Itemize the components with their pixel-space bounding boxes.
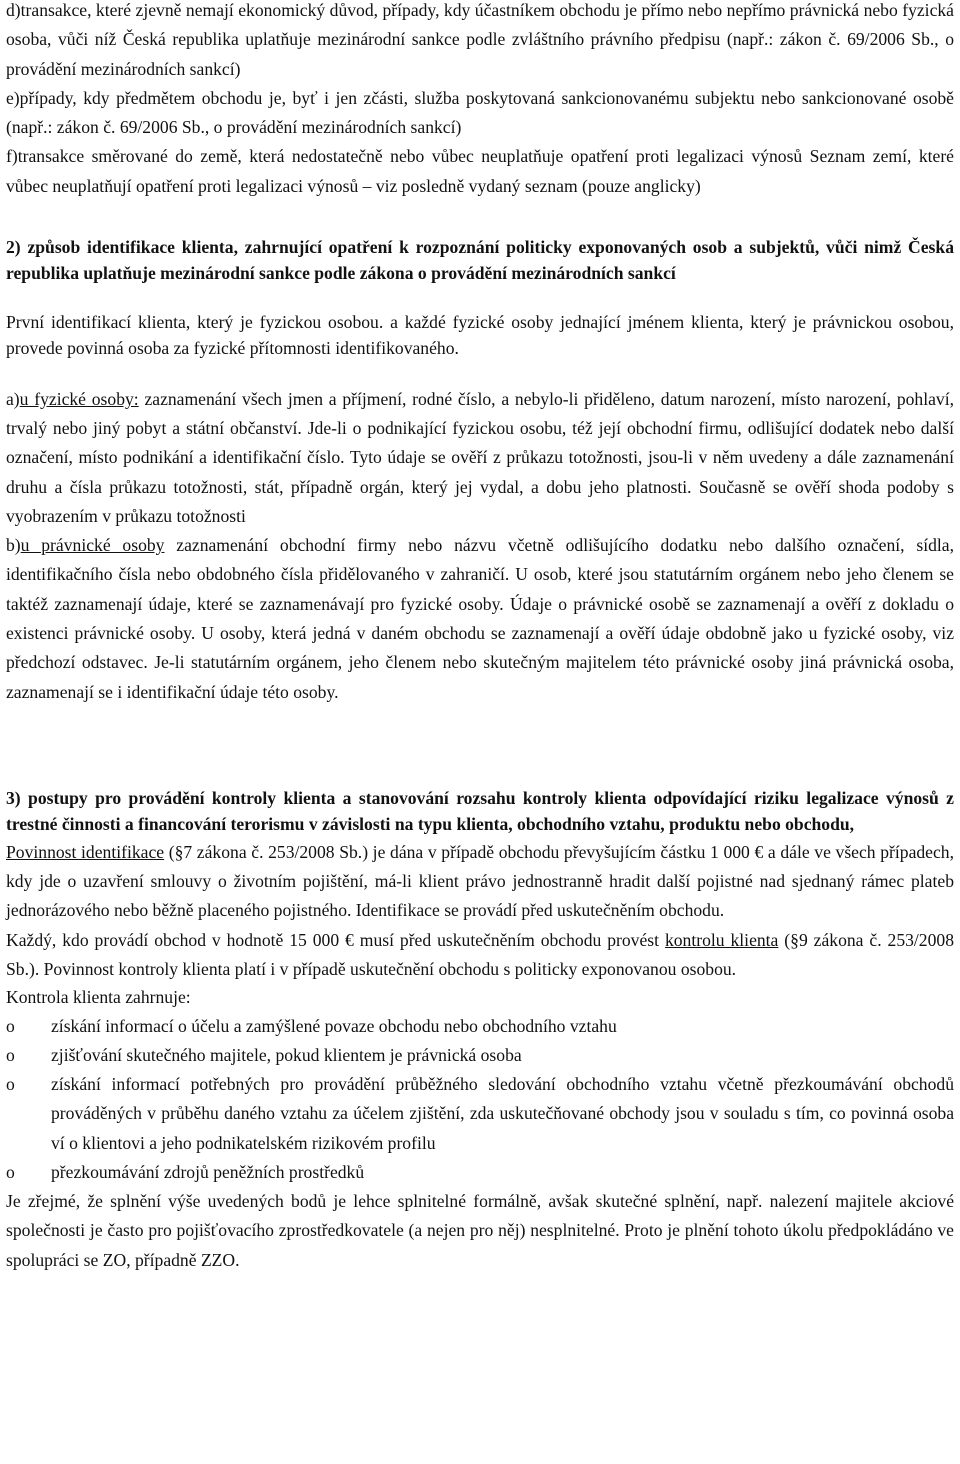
- closing-paragraph: Je zřejmé, že splnění výše uvedených bodů je lehce splnitelné formálně, avšak skutečné splnění, např. nalezení majitele akciové společnosti je často pro pojišťovacího zprostředkovatele (a nejen pro něj) nesplnitelné. Proto je plnění tohoto úkolu předpokládáno ve spolupráci se ZO, případně ZZO.: [6, 1190, 954, 1270]
- client-check-link[interactable]: kontrolu klienta: [664, 929, 779, 950]
- item-d-paragraph: d)transakce, které zjevně nemají ekonomický důvod, případy, kdy účastníkem obchodu je přímo nebo nepřímo právnická nebo fyzická osoba, vůči níž Česká republika uplatňuje mezinárodní sankce podle zvláštního právního předpisu (např.: zákon č. 69/2006 Sb., o provádění mezinárodních sankcí): [6, 0, 954, 79]
- list-item: o zjišťování skutečného majitele, pokud klientem je právnická osoba: [6, 1041, 954, 1070]
- identification-duty-link[interactable]: Povinnost identifikace: [6, 841, 165, 862]
- list-item: o získání informací potřebných pro provádění průběžného sledování obchodního vztahu včetně přezkoumávání obchodů prováděných v průběhu daného vztahu za účelem zjištění, zda uskutečňované obchody jsou v souladu s tím, co povinná osoba ví o klientovi a jeho podnikatelském rizikovém profilu: [6, 1070, 954, 1158]
- section-2-intro: První identifikací klienta, který je fyzickou osobou. a každé fyzické osoby jednající jménem klienta, který je právnickou osobou, provede povinná osoba za fyzické přítomnosti identifikovaného.: [6, 311, 954, 359]
- list-item: o přezkoumávání zdrojů peněžních prostředků: [6, 1158, 954, 1187]
- identification-duty-paragraph: [6, 838, 954, 926]
- natural-person-text: zaznamenání všech jmen a příjmení, rodné číslo, a nebylo-li přiděleno, datum narození, místo narození, pohlaví, trvalý nebo jiný pobyt a státní občanství. Jde-li o podnikající fyzickou osobu, též její obchodní firmu, odlišující dodatek nebo další označení, místo podnikání a identifikační číslo. Tyto údaje se ověří z průkazu totožnosti, jsou-li v něm uvedeny a dále zaznamenání druhu a čísla průkazu totožnosti, stát, případně orgán, který jej vydal, a dobu jeho platnosti. Současně se ověří shoda podoby s vyobrazením v průkazu totožnosti: [6, 388, 954, 526]
- legal-person-term: u právnické osoby: [20, 535, 165, 556]
- section-3-heading: 3) postupy pro provádění kontroly klienta a stanovování rozsahu kontroly klienta odpovídající riziku legalizace výnosů z trestné činnosti a financování terorismu v závislosti na typu klienta, obchodního vztahu, produktu nebo obchodu,: [6, 787, 954, 835]
- natural-person-prefix: a): [6, 388, 20, 409]
- item-f-paragraph: f)transakce směrované do země, která nedostatečně nebo vůbec neuplatňuje opatření proti legalizaci výnosů Seznam zemí, které vůbec neuplatňují opatření proti legalizaci výnosů – viz posledně vydaný seznam (pouze anglicky): [6, 146, 954, 196]
- checklist-intro: Kontrola klienta zahrnuje:: [6, 987, 191, 1008]
- section-2-heading: 2) způsob identifikace klienta, zahrnující opatření k rozpoznání politicky exponovaných osob a subjektů, vůči nimž Česká republika uplatňuje mezinárodní sankce podle zákona o provádění mezinárodních sankcí: [6, 237, 954, 284]
- natural-person-paragraph: [6, 385, 954, 531]
- item-e-paragraph: e)případy, kdy předmětem obchodu je, byť i jen zčásti, služba poskytovaná sankcionovanému subjektu nebo sankcionované osobě (např.: zákon č. 69/2006 Sb., o provádění mezinárodních sankcí): [6, 87, 954, 138]
- natural-person-term: u fyzické osoby:: [19, 388, 139, 409]
- bullet-marker: o: [6, 1015, 15, 1036]
- client-check-list: [6, 1012, 954, 1187]
- client-check-text-before: Každý, kdo provádí obchod v hodnotě 15 000 € musí před uskutečněním obchodu provést: [6, 929, 665, 950]
- identification-duty-text: (§7 zákona č. 253/2008 Sb.) je dána v případě obchodu převyšujícím částku 1 000 € a dále ve všech případech, kdy jde o uzavření smlouvy o životním pojištění, má-li klient právo jednostranně hradit další pojistné nad sjednaný rámec plateb jednorázového nebo běžně placeného pojistného. Identifikace se provádí před uskutečněním obchodu.: [6, 841, 954, 921]
- bullet-marker: o: [6, 1074, 15, 1095]
- bullet-marker: o: [6, 1044, 15, 1065]
- legal-person-prefix: b): [6, 535, 21, 556]
- legal-person-paragraph: [6, 531, 954, 707]
- legal-person-text: zaznamenání obchodní firmy nebo názvu včetně odlišujícího dodatku nebo dalšího označení, sídla, identifikačního čísla nebo obdobného čísla přidělovaného v zahraničí. U osob, které jsou statutárním orgánem nebo jeho členem se taktéž zaznamenají údaje, které se zaznamenávají pro fyzické osoby. Údaje o právnické osobě se zaznamenají a ověří z dokladu o existenci právnické osoby. U osoby, která jedná v daném obchodu se zaznamenají a ověří údaje obdobně jako u fyzické osoby, viz předchozí odstavec. Je-li statutárním orgánem, jeho členem nebo skutečným majitelem této právnické osoby jiná právnická osoba, zaznamenají se i identifikační údaje této osoby.: [6, 535, 954, 702]
- client-check-paragraph: [6, 926, 954, 985]
- bullet-marker: o: [6, 1161, 15, 1182]
- client-check-text-after: (§9 zákona č. 253/2008 Sb.). Povinnost kontroly klienta platí i v případě uskutečnění obchodu s politicky exponovanou osobou.: [6, 929, 954, 979]
- list-item: o získání informací o účelu a zamýšlené povaze obchodu nebo obchodního vztahu: [6, 1012, 954, 1041]
